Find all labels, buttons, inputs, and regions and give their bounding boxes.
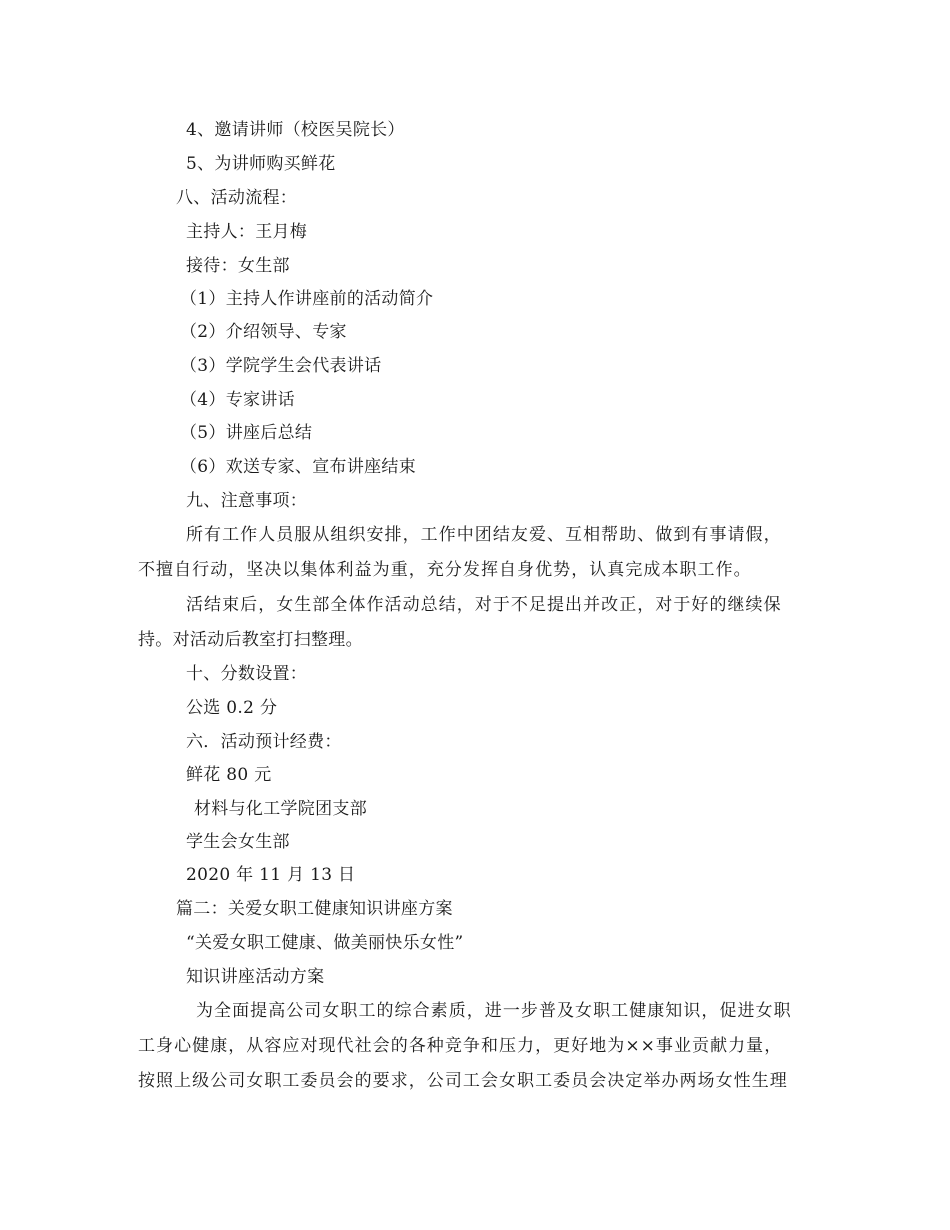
paragraph-notes-line-2: 不擅自行动，坚决以集体利益为重，充分发挥自身优势，认真完成本职工作。 (138, 560, 752, 580)
paragraph-summary-line-1: 活结束后，女生部全体作活动总结，对于不足提出并改正，对于好的继续保 (186, 595, 782, 615)
paragraph-intro-line-1: 为全面提高公司女职工的综合素质，进一步普及女职工健康知识，促进女职 (196, 1001, 792, 1021)
text-line-host: 主持人：王月梅 (186, 222, 308, 242)
text-line-budget-flowers: 鲜花 80 元 (186, 765, 272, 785)
paragraph-notes-line-1: 所有工作人员服从组织安排，工作中团结友爱、互相帮助、做到有事请假， (186, 525, 782, 545)
section-heading-score: 十、分数设置： (186, 664, 308, 684)
paragraph-intro-line-3: 按照上级公司女职工委员会的要求，公司工会女职工委员会决定举办两场女性生理 (138, 1071, 788, 1091)
signature-date: 2020 年 11 月 13 日 (186, 865, 356, 885)
flow-step-1: （1）主持人作讲座前的活动简介 (180, 289, 434, 309)
signature-org-2: 学生会女生部 (186, 832, 290, 852)
flow-step-6: （6）欢送专家、宣布讲座结束 (180, 457, 417, 477)
signature-org-1: 材料与化工学院团支部 (194, 799, 367, 819)
article-title: 篇二：关爱女职工健康知识讲座方案 (176, 899, 453, 919)
flow-step-4: （4）专家讲话 (180, 390, 295, 410)
article-subtitle: 知识讲座活动方案 (186, 967, 325, 987)
article-slogan: “关爱女职工健康、做美丽快乐女性” (186, 933, 464, 953)
text-line-invite-lecturer: 4、邀请讲师（校医吴院长） (186, 120, 405, 140)
section-heading-activity-flow: 八、活动流程： (176, 188, 298, 208)
paragraph-intro-line-2: 工身心健康，从容应对现代社会的各种竞争和压力，更好地为××事业贡献力量， (138, 1036, 783, 1056)
paragraph-summary-line-2: 持。对活动后教室打扫整理。 (138, 630, 363, 650)
text-line-reception: 接待：女生部 (186, 256, 290, 276)
flow-step-2: （2）介绍领导、专家 (180, 322, 347, 342)
section-heading-notes: 九、注意事项： (186, 491, 308, 511)
flow-step-3: （3）学院学生会代表讲话 (180, 356, 382, 376)
flow-step-5: （5）讲座后总结 (180, 423, 313, 443)
text-line-score-value: 公选 0.2 分 (186, 698, 278, 718)
section-heading-budget: 六．活动预计经费： (186, 732, 342, 752)
text-line-buy-flowers: 5、为讲师购买鲜花 (186, 154, 336, 174)
